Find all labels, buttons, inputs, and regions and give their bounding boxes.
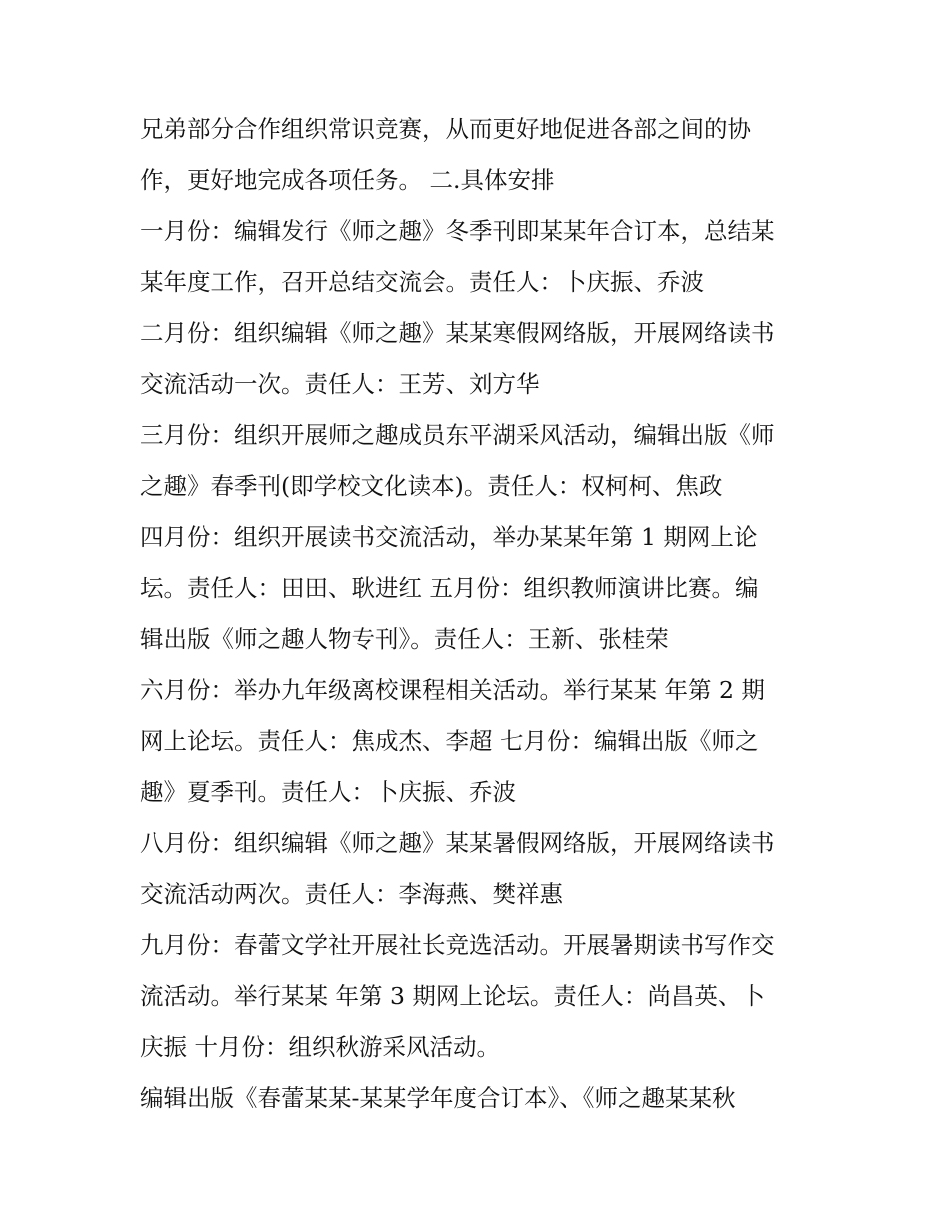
text-line: 一月份：编辑发行《师之趣》冬季刊即某某年合订本，总结某 xyxy=(140,217,775,245)
text-line: 九月份：春蕾文学社开展社长竞选活动。开展暑期读书写作交 xyxy=(140,931,775,959)
text-line: 辑出版《师之趣人物专刊》。责任人：王新、张桂荣 xyxy=(140,625,669,653)
text-line: 作，更好地完成各项任务。 二.具体安排 xyxy=(140,166,555,194)
text-line: 庆振 十月份：组织秋游采风活动。 xyxy=(140,1033,500,1061)
text-line: 某年度工作，召开总结交流会。责任人：卜庆振、乔波 xyxy=(140,268,704,296)
text-line: 交流活动两次。责任人：李海燕、樊祥惠 xyxy=(140,880,563,908)
text-line: 交流活动一次。责任人：王芳、刘方华 xyxy=(140,370,540,398)
text-line: 八月份：组织编辑《师之趣》某某暑假网络版，开展网络读书 xyxy=(140,829,775,857)
text-line: 坛。责任人：田田、耿进红 五月份：组织教师演讲比赛。编 xyxy=(140,574,759,602)
text-line: 编辑出版《春蕾某某-某某学年度合订本》、《师之趣某某秋 xyxy=(140,1084,736,1112)
text-line: 四月份：组织开展读书交流活动，举办某某年第 1 期网上论 xyxy=(140,523,758,551)
text-line: 网上论坛。责任人：焦成杰、李超 七月份：编辑出版《师之 xyxy=(140,727,759,755)
text-line: 之趣》春季刊(即学校文化读本)。责任人：权柯柯、焦政 xyxy=(140,472,723,500)
text-line: 二月份：组织编辑《师之趣》某某寒假网络版，开展网络读书 xyxy=(140,319,775,347)
text-line: 趣》夏季刊。责任人：卜庆振、乔波 xyxy=(140,778,516,806)
text-line: 流活动。举行某某 年第 3 期网上论坛。责任人：尚昌英、卜 xyxy=(140,982,765,1010)
text-line: 兄弟部分合作组织常识竞赛，从而更好地促进各部之间的协 xyxy=(140,115,751,143)
text-line: 三月份：组织开展师之趣成员东平湖采风活动，编辑出版《师 xyxy=(140,421,775,449)
text-line: 六月份：举办九年级离校课程相关活动。举行某某 年第 2 期 xyxy=(140,676,765,704)
document-body xyxy=(140,104,830,1124)
